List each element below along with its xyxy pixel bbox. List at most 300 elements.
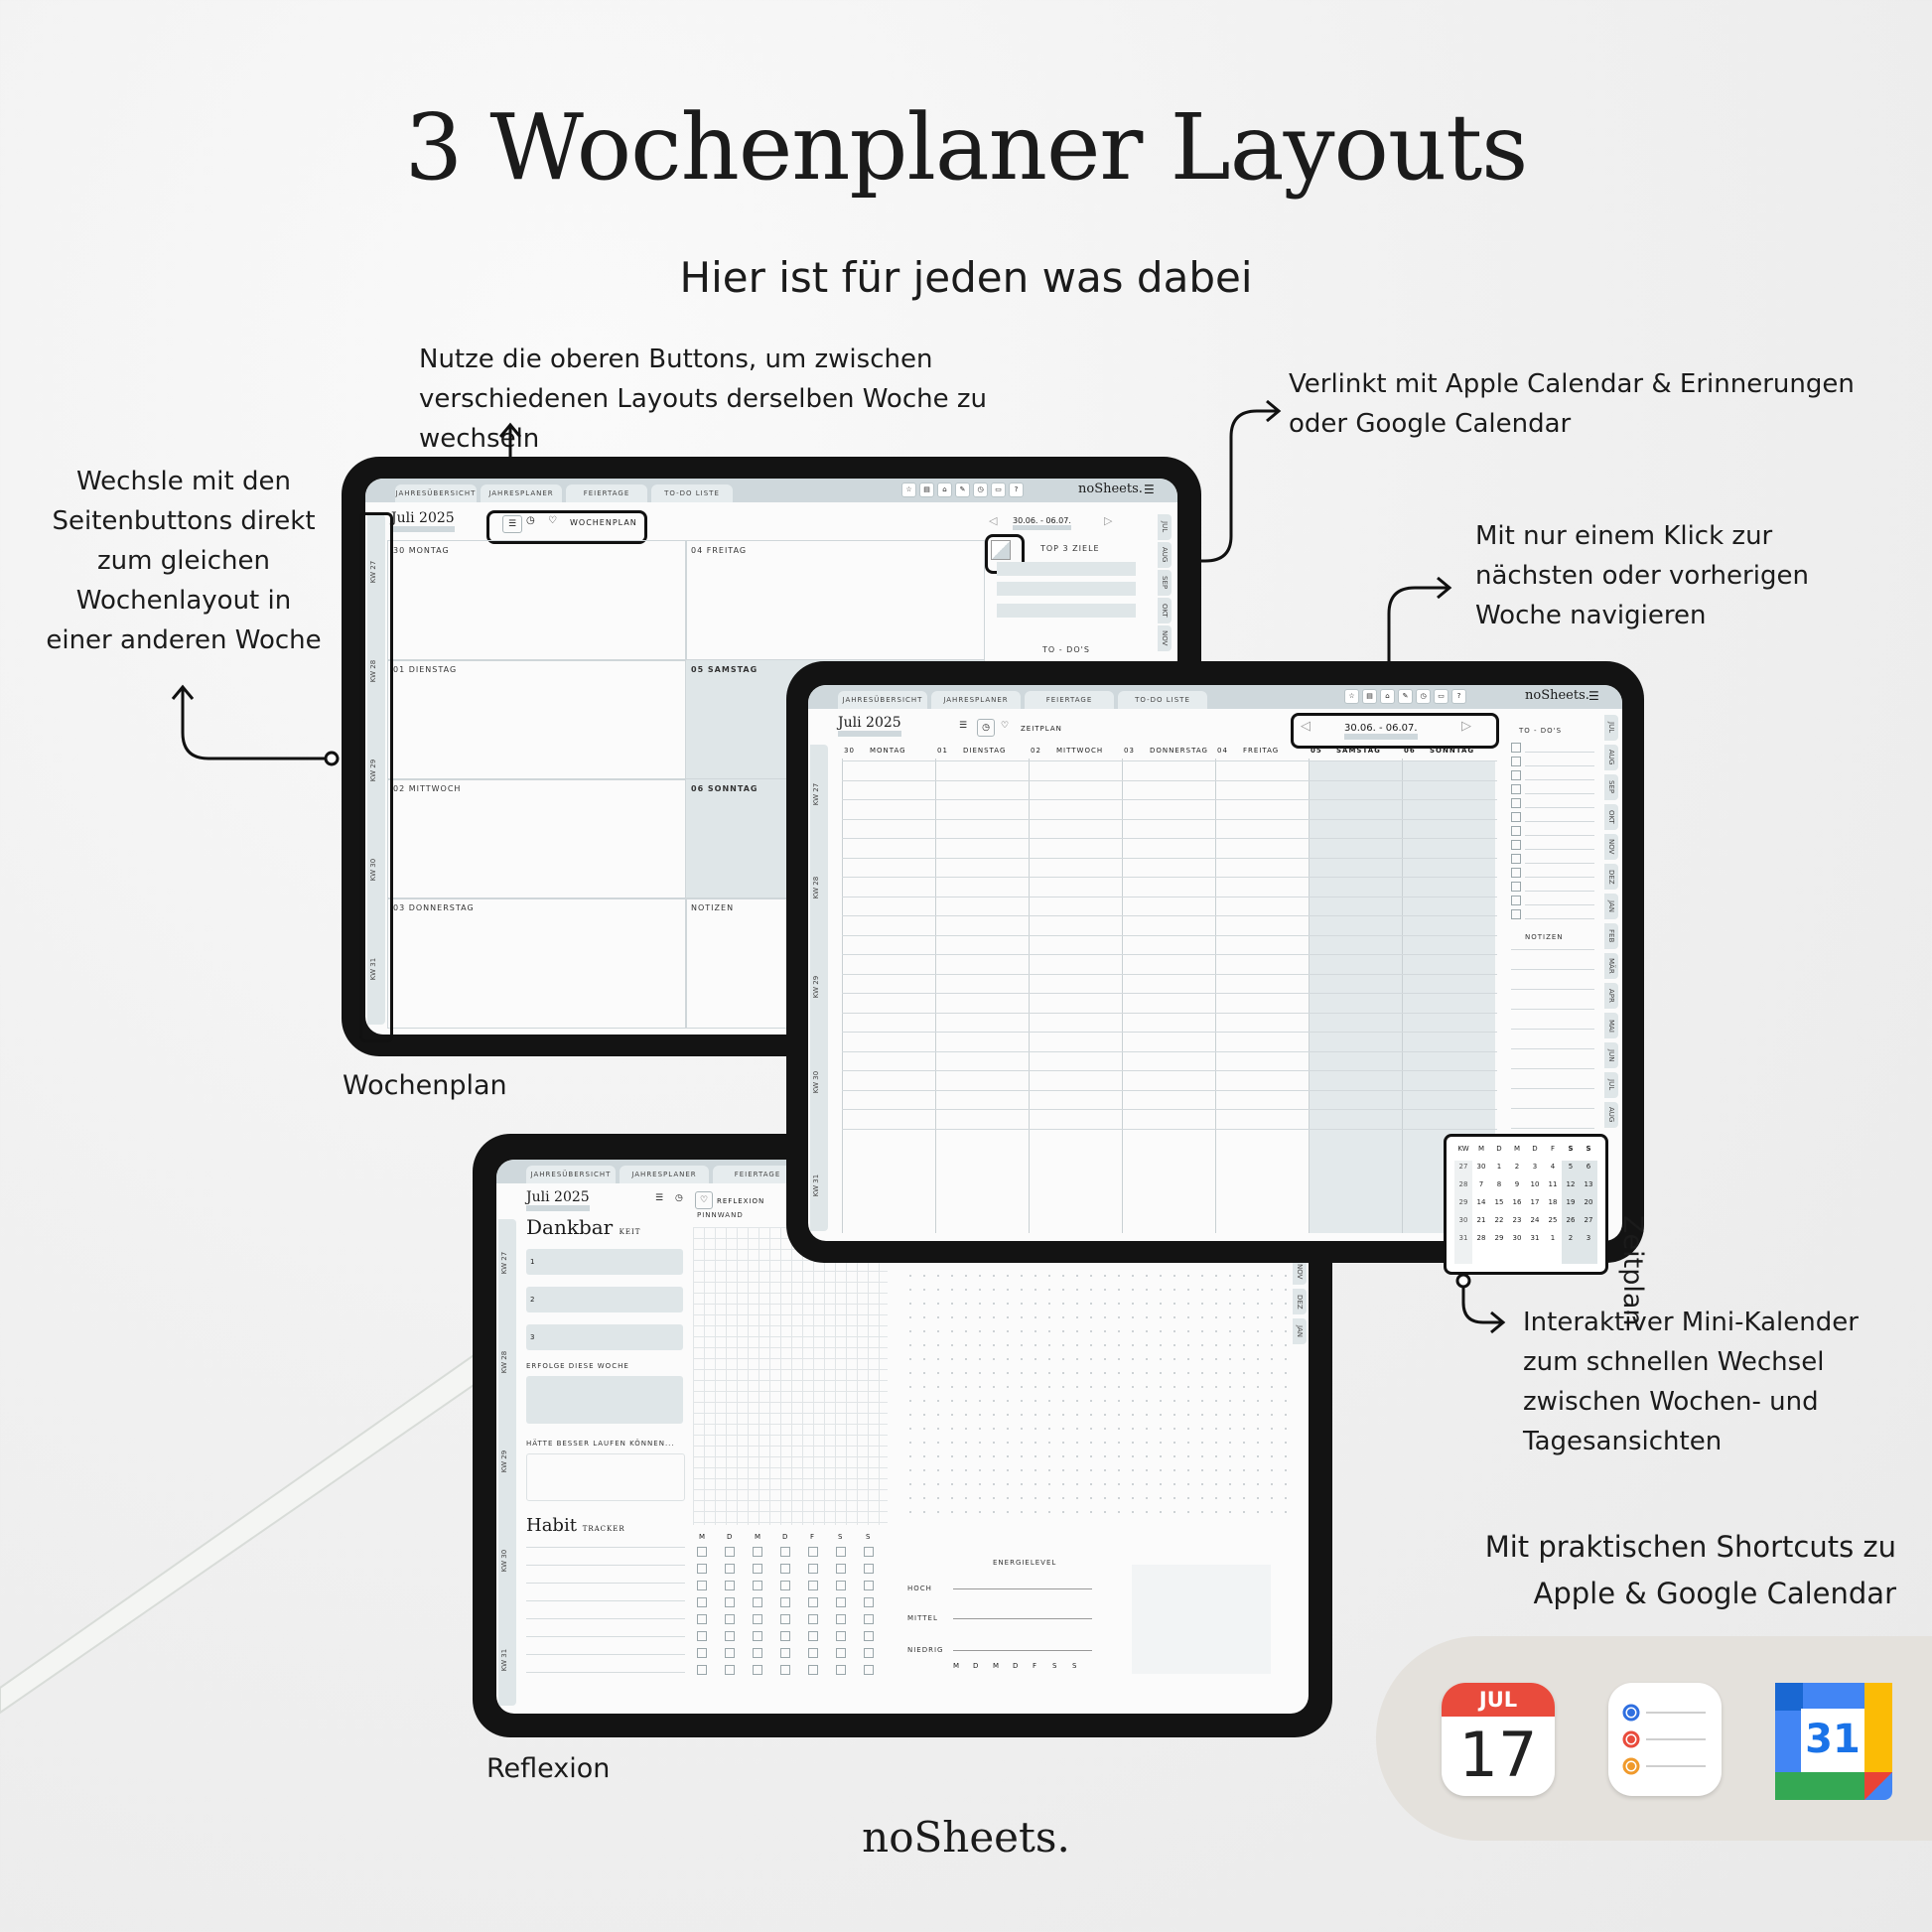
habit-checkbox[interactable] [836, 1614, 846, 1624]
menu-icon[interactable]: ☰ [1588, 689, 1599, 703]
habit-checkbox[interactable] [725, 1597, 735, 1607]
habit-checkbox[interactable] [836, 1648, 846, 1658]
habit-weekday: S [866, 1533, 871, 1541]
mini-cal-day[interactable]: 5 [1568, 1163, 1574, 1171]
prev-week-icon[interactable]: ◁ [1301, 719, 1311, 734]
tab-jahresplaner[interactable]: JAHRESPLANER [620, 1166, 709, 1183]
habit-checkbox[interactable] [753, 1665, 762, 1675]
todo-checkbox[interactable] [1511, 798, 1521, 808]
caption-reflexion: Reflexion [486, 1753, 611, 1784]
mini-cal-day[interactable]: 23 [1512, 1216, 1522, 1224]
list-layout-icon[interactable]: ☰ [655, 1193, 664, 1203]
habit-checkbox[interactable] [697, 1581, 707, 1590]
month-tab[interactable]: FEB [1604, 923, 1618, 949]
habit-checkbox[interactable] [697, 1648, 707, 1658]
energy-weekday: M [993, 1662, 1000, 1670]
goal-field[interactable] [997, 562, 1136, 576]
list-icon[interactable]: ▭ [991, 483, 1006, 497]
month-tab[interactable]: JUL [1604, 1072, 1618, 1098]
mini-cal-day[interactable]: 20 [1584, 1198, 1593, 1206]
calendar-month-label: JUL [1442, 1683, 1555, 1717]
clock-icon[interactable]: ◷ [1416, 689, 1431, 704]
list-layout-icon[interactable]: ☰ [959, 721, 968, 731]
clock-layout-icon[interactable]: ◷ [977, 719, 995, 737]
habit-checkbox[interactable] [836, 1665, 846, 1675]
tab-jahresplaner[interactable]: JAHRESPLANER [481, 484, 562, 502]
todo-line [1525, 891, 1594, 892]
habit-checkbox[interactable] [725, 1665, 735, 1675]
goal-field[interactable] [997, 582, 1136, 596]
todo-checkbox[interactable] [1511, 826, 1521, 836]
next-week-icon[interactable]: ▷ [1104, 514, 1113, 527]
habit-checkbox[interactable] [753, 1597, 762, 1607]
todo-list[interactable] [1511, 743, 1594, 921]
tab-todo-liste[interactable]: TO-DO LISTE [651, 484, 733, 502]
apple-calendar-icon[interactable] [1442, 1683, 1555, 1796]
column-divider [1402, 759, 1403, 1233]
habit-checkbox[interactable] [725, 1614, 735, 1624]
note-line [1511, 1128, 1594, 1129]
time-row-line [842, 1013, 1497, 1014]
habit-checkbox[interactable] [808, 1581, 818, 1590]
habit-checkbox[interactable] [864, 1614, 874, 1624]
habit-checkbox[interactable] [753, 1648, 762, 1658]
habit-checkbox[interactable] [753, 1614, 762, 1624]
mini-cal-day[interactable]: 21 [1476, 1216, 1486, 1224]
habit-suffix: TRACKER [582, 1525, 625, 1533]
habit-checkbox[interactable] [697, 1597, 707, 1607]
habit-checkbox[interactable] [808, 1597, 818, 1607]
list-layout-icon[interactable]: ☰ [502, 515, 522, 533]
month-tab[interactable]: DEZ [1604, 864, 1618, 890]
day-label: 30 MONTAG [393, 546, 450, 555]
day-name: MONTAG [870, 747, 906, 755]
habit-checkbox[interactable] [864, 1597, 874, 1607]
mini-cal-day[interactable]: 2 [1514, 1163, 1520, 1171]
habit-checkbox[interactable] [808, 1631, 818, 1641]
kw-button[interactable]: KW 31 [500, 1648, 509, 1672]
mini-cal-day[interactable]: 31 [1458, 1234, 1468, 1242]
tab-feiertage[interactable]: FEIERTAGE [713, 1166, 802, 1183]
mini-cal-day[interactable]: 9 [1514, 1180, 1520, 1188]
habit-checkbox[interactable] [780, 1614, 790, 1624]
pinnwand-grid[interactable] [693, 1227, 888, 1525]
habit-checkbox[interactable] [725, 1564, 735, 1574]
highlight-side-buttons [359, 512, 393, 1042]
habit-checkbox[interactable] [864, 1547, 874, 1557]
help-icon[interactable]: ? [1009, 483, 1024, 497]
mini-cal-day[interactable]: 17 [1530, 1198, 1540, 1206]
day-cell[interactable] [387, 778, 687, 899]
habit-checkbox[interactable] [780, 1564, 790, 1574]
mini-cal-day[interactable]: 2 [1568, 1234, 1574, 1242]
note-line [1511, 1029, 1594, 1030]
mini-cal-day[interactable]: 3 [1532, 1163, 1538, 1171]
time-row-line [842, 915, 1497, 916]
mini-cal-header: M [1513, 1145, 1521, 1153]
month-tab[interactable]: JAN [1293, 1318, 1307, 1344]
dankbar-field[interactable] [526, 1287, 683, 1312]
mini-cal-day[interactable]: 12 [1566, 1180, 1576, 1188]
annotation-calendar-link: Verlinkt mit Apple Calendar & Erinnerungen oder Google Calendar [1289, 369, 1855, 439]
day-cell[interactable] [387, 540, 687, 661]
tab-jahresuebersicht[interactable]: JAHRESÜBERSICHT [526, 1166, 616, 1183]
day-cell[interactable] [387, 659, 687, 780]
habit-checkbox[interactable] [697, 1547, 707, 1557]
mini-cal-day[interactable]: 7 [1478, 1180, 1484, 1188]
tab-feiertage[interactable]: FEIERTAGE [566, 484, 647, 502]
notes-label: NOTIZEN [1525, 933, 1564, 941]
calendar-icon[interactable]: ▤ [919, 483, 934, 497]
month-tab[interactable]: NOV [1293, 1259, 1307, 1285]
day-name: MITTWOCH [1056, 747, 1104, 755]
habit-weekday: D [727, 1533, 733, 1541]
habit-grid [693, 1533, 888, 1682]
todo-line [1525, 765, 1594, 766]
time-row-line [842, 838, 1497, 839]
mini-cal-day[interactable]: 3 [1586, 1234, 1591, 1242]
habit-checkbox[interactable] [697, 1631, 707, 1641]
clock-layout-icon[interactable]: ◷ [675, 1193, 683, 1203]
habit-checkbox[interactable] [697, 1564, 707, 1574]
todo-checkbox[interactable] [1511, 896, 1521, 905]
habit-checkbox[interactable] [808, 1614, 818, 1624]
mini-cal-day[interactable]: 19 [1566, 1198, 1576, 1206]
mini-cal-day[interactable]: 26 [1566, 1216, 1576, 1224]
mini-calendar-small[interactable] [1132, 1565, 1271, 1674]
todo-checkbox[interactable] [1511, 868, 1521, 878]
brand-logo: noSheets. [1078, 482, 1143, 496]
habit-checkbox[interactable] [836, 1564, 846, 1574]
kw-button[interactable]: KW 29 [500, 1449, 509, 1473]
habit-checkbox[interactable] [808, 1665, 818, 1675]
kw-button[interactable]: KW 30 [369, 858, 378, 882]
habit-checkbox[interactable] [753, 1581, 762, 1590]
habit-weekday: S [838, 1533, 843, 1541]
habit-checkbox[interactable] [753, 1631, 762, 1641]
page-title: 3 Wochenplaner Layouts [404, 94, 1528, 201]
todo-line [1525, 752, 1594, 753]
dankbar-num: 1 [530, 1258, 535, 1266]
month-tab[interactable]: JAN [1604, 894, 1618, 919]
todo-checkbox[interactable] [1511, 854, 1521, 864]
dankbar-suffix: KEIT [619, 1228, 641, 1236]
mini-cal-day[interactable]: 27 [1458, 1163, 1468, 1171]
habit-checkbox[interactable] [725, 1648, 735, 1658]
mini-cal-day[interactable]: 18 [1548, 1198, 1558, 1206]
time-grid[interactable] [842, 747, 1497, 1233]
kw-button[interactable]: KW 31 [812, 1173, 821, 1197]
kw-button[interactable]: KW 29 [369, 759, 378, 782]
mini-cal-day[interactable]: 14 [1476, 1198, 1486, 1206]
time-row-line [842, 1109, 1497, 1110]
habit-checkbox[interactable] [697, 1614, 707, 1624]
dankbar-num: 3 [530, 1333, 535, 1341]
day-label: 04 FREITAG [691, 546, 748, 555]
notes-area[interactable] [1511, 949, 1594, 1148]
todo-line [1525, 863, 1594, 864]
habit-checkbox[interactable] [725, 1631, 735, 1641]
mini-cal-day[interactable]: 10 [1530, 1180, 1540, 1188]
day-label: 05 SAMSTAG [691, 665, 759, 674]
edit-icon[interactable]: ✎ [1398, 689, 1413, 704]
erfolge-field[interactable] [526, 1376, 683, 1424]
month-title: Juli 2025 [526, 1189, 590, 1211]
energy-weekday: D [973, 1662, 979, 1670]
todo-line [1525, 877, 1594, 878]
column-divider [935, 759, 936, 1233]
todo-checkbox[interactable] [1511, 882, 1521, 892]
reminders-glyph [1608, 1683, 1722, 1796]
tab-feiertage[interactable]: FEIERTAGE [1025, 691, 1114, 709]
month-tab[interactable]: JUL [1604, 715, 1618, 741]
next-week-icon[interactable]: ▷ [1461, 719, 1471, 734]
habit-checkbox[interactable] [753, 1547, 762, 1557]
todo-checkbox[interactable] [1511, 770, 1521, 780]
todo-line [1525, 849, 1594, 850]
note-line [1511, 989, 1594, 990]
week-range: 30.06. - 06.07. [1013, 516, 1071, 530]
day-label: 02 MITTWOCH [393, 784, 462, 793]
kw-button[interactable]: KW 30 [812, 1070, 821, 1094]
mini-cal-day[interactable]: 22 [1494, 1216, 1504, 1224]
habit-checkbox[interactable] [808, 1547, 818, 1557]
todo-line [1525, 904, 1594, 905]
habit-title [526, 1515, 625, 1536]
help-icon[interactable]: ? [1451, 689, 1466, 704]
menu-icon[interactable]: ☰ [1144, 483, 1155, 496]
habit-checkbox[interactable] [780, 1648, 790, 1658]
apple-reminders-icon[interactable] [1608, 1683, 1722, 1796]
kw-button[interactable]: KW 29 [812, 975, 821, 999]
note-line [1511, 1048, 1594, 1049]
day-cell[interactable] [387, 897, 687, 1029]
habit-checkbox[interactable] [780, 1597, 790, 1607]
habit-checkbox[interactable] [808, 1564, 818, 1574]
time-row-line [842, 993, 1497, 994]
habit-checkbox[interactable] [725, 1581, 735, 1590]
habit-checkbox[interactable] [808, 1648, 818, 1658]
level-label: HOCH [907, 1585, 932, 1592]
prev-week-icon[interactable]: ◁ [989, 514, 998, 527]
todo-checkbox[interactable] [1511, 784, 1521, 794]
tab-jahresuebersicht[interactable]: JAHRESÜBERSICHT [838, 691, 927, 709]
day-number: 05 [1311, 747, 1322, 755]
annotation-shortcuts: Mit praktischen Shortcuts zu Apple & Google Calendar [1484, 1530, 1896, 1610]
tab-jahresplaner[interactable]: JAHRESPLANER [931, 691, 1021, 709]
time-row-line [842, 1129, 1497, 1130]
todo-checkbox[interactable] [1511, 909, 1521, 919]
todo-checkbox[interactable] [1511, 757, 1521, 766]
mini-cal-day[interactable]: 24 [1530, 1216, 1540, 1224]
mini-cal-day[interactable]: 1 [1550, 1234, 1556, 1242]
time-row-line [842, 858, 1497, 859]
google-calendar-icon[interactable] [1775, 1683, 1892, 1800]
time-row-line [842, 877, 1497, 878]
kw-button[interactable]: KW 28 [500, 1350, 509, 1374]
dankbar-field[interactable] [526, 1324, 683, 1350]
layout-label: WOCHENPLAN [570, 518, 637, 527]
mini-cal-day[interactable]: 6 [1586, 1163, 1591, 1171]
brand-logo: noSheets. [1525, 688, 1589, 703]
day-number: 30 [844, 747, 855, 755]
kw-button[interactable]: KW 31 [369, 957, 378, 981]
dankbar-field[interactable] [526, 1249, 683, 1275]
time-row-line [842, 974, 1497, 975]
note-line [1511, 969, 1594, 970]
day-cell[interactable] [685, 540, 985, 661]
list-icon[interactable]: ▭ [1434, 689, 1449, 704]
mini-cal-day[interactable]: 30 [1476, 1163, 1486, 1171]
star-icon[interactable]: ☆ [1344, 689, 1359, 704]
habit-checkbox[interactable] [780, 1631, 790, 1641]
mini-cal-day[interactable]: 8 [1496, 1180, 1502, 1188]
home-icon[interactable]: ⌂ [1380, 689, 1395, 704]
kw-button[interactable]: KW 28 [369, 659, 378, 683]
kw-button[interactable]: KW 27 [812, 782, 821, 806]
mini-cal-day[interactable]: 29 [1458, 1198, 1468, 1206]
mini-cal-day[interactable]: 27 [1584, 1216, 1593, 1224]
month-tab[interactable]: SEP [1158, 570, 1172, 596]
mini-calendar-grid [1454, 1145, 1597, 1264]
month-tab[interactable]: JUL [1158, 514, 1172, 540]
month-tab[interactable]: SEP [1604, 774, 1618, 800]
month-tab[interactable]: JUN [1604, 1042, 1618, 1068]
habit-checkbox[interactable] [780, 1665, 790, 1675]
habit-checkbox[interactable] [864, 1665, 874, 1675]
star-icon[interactable]: ☆ [901, 483, 916, 497]
clock-icon[interactable]: ◷ [973, 483, 988, 497]
day-number: 06 [1404, 747, 1416, 755]
time-row-line [842, 935, 1497, 936]
month-tab[interactable]: NOV [1158, 625, 1172, 651]
dot-grid[interactable] [903, 1227, 1291, 1525]
habit-checkbox[interactable] [836, 1581, 846, 1590]
mini-cal-day[interactable]: 13 [1584, 1180, 1593, 1188]
dankbar-title [526, 1215, 640, 1239]
mini-cal-header: S [1586, 1145, 1591, 1153]
habit-checkbox[interactable] [753, 1564, 762, 1574]
mini-cal-header: S [1568, 1145, 1574, 1153]
habit-checkbox[interactable] [725, 1547, 735, 1557]
clock-layout-icon[interactable]: ◷ [526, 515, 535, 526]
day-number: 02 [1031, 747, 1041, 755]
mini-cal-day[interactable]: 1 [1496, 1163, 1502, 1171]
footer-brand: noSheets. [862, 1813, 1070, 1862]
note-line [1511, 949, 1594, 950]
todo-line [1525, 807, 1594, 808]
mini-calendar[interactable] [1444, 1134, 1608, 1275]
habit-checkbox[interactable] [864, 1631, 874, 1641]
mini-cal-day[interactable]: 4 [1550, 1163, 1556, 1171]
layout-label: ZEITPLAN [1021, 725, 1062, 733]
habit-weekday: F [810, 1533, 815, 1541]
note-line [1511, 1108, 1594, 1109]
mini-cal-day[interactable]: 29 [1494, 1234, 1504, 1242]
mini-cal-day[interactable]: 28 [1458, 1180, 1468, 1188]
habit-weekday: M [755, 1533, 761, 1541]
column-divider [842, 759, 843, 1233]
day-number: 04 [1217, 747, 1228, 755]
habit-checkbox[interactable] [780, 1547, 790, 1557]
gcal-day-label: 31 [1805, 1717, 1861, 1762]
month-tab[interactable]: MÄR [1604, 953, 1618, 979]
todos-label: TO - DO'S [1042, 645, 1090, 654]
tab-todo-liste[interactable]: TO-DO LISTE [1118, 691, 1207, 709]
heart-layout-icon[interactable]: ♡ [1001, 721, 1010, 731]
habit-checkbox[interactable] [836, 1547, 846, 1557]
day-label: 01 DIENSTAG [393, 665, 458, 674]
layout-label: REFLEXION [717, 1197, 765, 1205]
energy-weekday: S [1052, 1662, 1057, 1670]
mini-cal-day[interactable]: 15 [1494, 1198, 1504, 1206]
annotation-side-buttons: Wechsle mit den Seitenbuttons direkt zum gleichen Wochenlayout in einer anderen Woche [46, 467, 322, 655]
month-tab[interactable]: OKT [1604, 804, 1618, 830]
kw-button[interactable]: KW 28 [812, 876, 821, 899]
month-tab[interactable]: NOV [1604, 834, 1618, 860]
column-divider [1122, 759, 1123, 1233]
mini-cal-header: F [1550, 1145, 1556, 1153]
habit-checkbox[interactable] [836, 1631, 846, 1641]
mini-cal-day[interactable]: 16 [1512, 1198, 1522, 1206]
habit-word: Habit [526, 1515, 577, 1536]
kw-button[interactable]: KW 27 [369, 560, 378, 584]
mini-cal-day[interactable]: 25 [1548, 1216, 1558, 1224]
month-tab[interactable]: AUG [1604, 1102, 1618, 1128]
heart-layout-icon[interactable]: ♡ [695, 1191, 713, 1209]
habit-checkbox[interactable] [780, 1581, 790, 1590]
note-line [1511, 1009, 1594, 1010]
month-tab[interactable]: AUG [1604, 745, 1618, 770]
energy-weekday: D [1013, 1662, 1019, 1670]
mini-cal-day[interactable]: 28 [1476, 1234, 1486, 1242]
edit-icon[interactable]: ✎ [955, 483, 970, 497]
habit-checkbox[interactable] [697, 1665, 707, 1675]
energie-label: ENERGIELEVEL [993, 1559, 1057, 1567]
habit-checkbox[interactable] [864, 1581, 874, 1590]
todo-checkbox[interactable] [1511, 812, 1521, 822]
goal-field[interactable] [997, 604, 1136, 618]
mini-cal-day[interactable]: 30 [1512, 1234, 1522, 1242]
mini-cal-day[interactable]: 31 [1530, 1234, 1540, 1242]
kw-column [1454, 1161, 1472, 1264]
heart-layout-icon[interactable]: ♡ [548, 515, 557, 526]
habit-weekday: D [782, 1533, 788, 1541]
besser-field[interactable] [526, 1453, 685, 1501]
todo-checkbox[interactable] [1511, 743, 1521, 753]
month-tab[interactable]: MAI [1604, 1013, 1618, 1038]
home-icon[interactable]: ⌂ [937, 483, 952, 497]
level-label: NIEDRIG [907, 1646, 944, 1654]
kw-button[interactable]: KW 27 [500, 1251, 509, 1275]
month-tab[interactable]: APR [1604, 983, 1618, 1009]
highlight-layout-buttons [486, 510, 647, 544]
mini-cal-day[interactable]: 11 [1548, 1180, 1558, 1188]
habit-checkbox[interactable] [864, 1648, 874, 1658]
month-tab[interactable]: OKT [1158, 598, 1172, 623]
tab-jahresuebersicht[interactable]: JAHRESÜBERSICHT [395, 484, 477, 502]
kw-button[interactable]: KW 30 [500, 1549, 509, 1573]
calendar-icon[interactable]: ▤ [1362, 689, 1377, 704]
habit-checkbox[interactable] [864, 1564, 874, 1574]
todo-checkbox[interactable] [1511, 840, 1521, 850]
mini-cal-day[interactable]: 30 [1458, 1216, 1468, 1224]
habit-checkbox[interactable] [836, 1597, 846, 1607]
month-tab[interactable]: DEZ [1293, 1289, 1307, 1314]
month-tab[interactable]: AUG [1158, 542, 1172, 568]
day-name: FREITAG [1243, 747, 1280, 755]
mini-cal-header: M [1477, 1145, 1485, 1153]
